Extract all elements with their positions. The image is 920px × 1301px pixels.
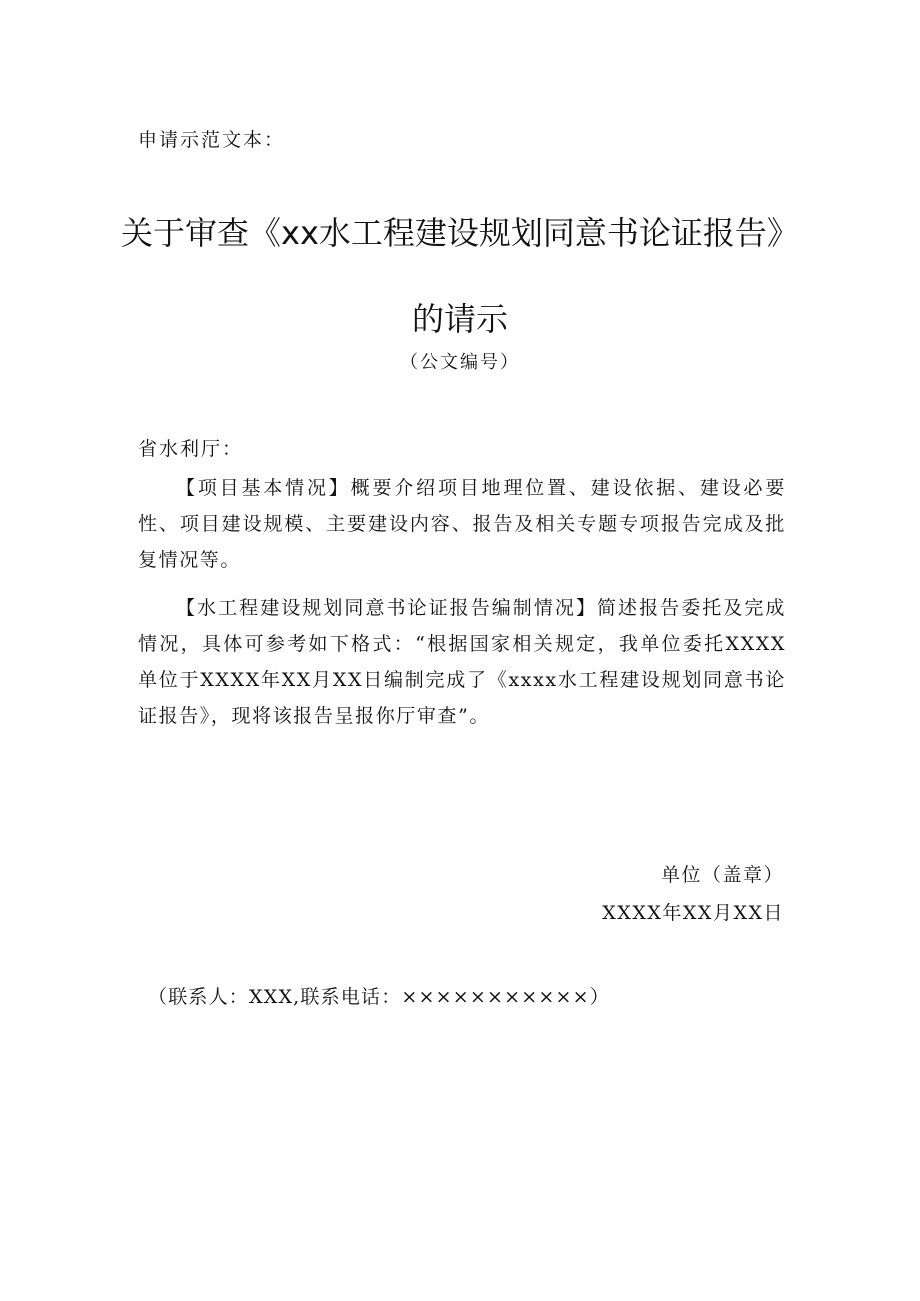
contact-info: （联系人：XXX,联系电话：×××××××××××） [148, 986, 610, 1008]
signature-unit: 单位（盖章） [660, 864, 784, 886]
signature-date: XXXX年XX月XX日 [602, 902, 784, 924]
document-title-suffix: 的请示 [411, 300, 508, 338]
document-number: （公文编号） [400, 352, 520, 373]
paragraph-project-info: 【项目基本情况】概要介绍项目地理位置、建设依据、建设必要性、项目建设规模、主要建设内容、报告及相关专题专项报告完成及批复情况等。 [138, 477, 786, 571]
addressee: 省水利厅： [138, 438, 244, 460]
document-title: 关于审查《xx水工程建设规划同意书论证报告》 [121, 214, 799, 252]
paragraph-report-status: 【水工程建设规划同意书论证报告编制情况】简述报告委托及完成情况，具体可参考如下格式：“根据国家相关规定，我单位委托XXXX单位于XXXX年XX月XX日编制完成了《xxxx水工程建设规划同意书论证报告》，现将该报告呈报你厅审查”。 [138, 597, 786, 727]
template-label: 申请示范文本： [138, 129, 286, 151]
